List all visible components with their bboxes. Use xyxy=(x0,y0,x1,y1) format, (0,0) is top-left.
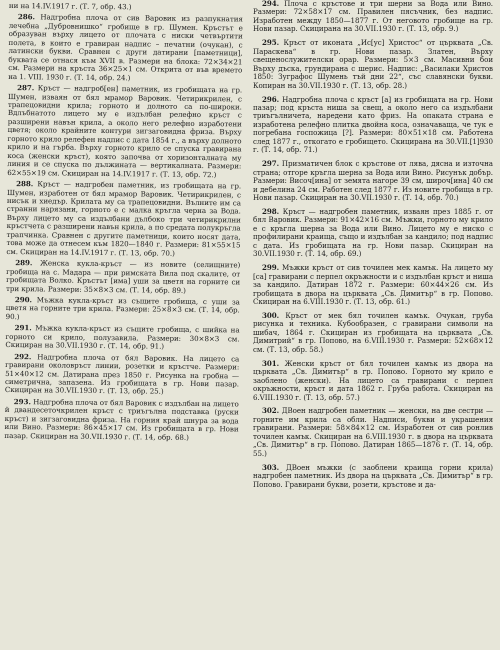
entry-text: Кръст — надгробен паметник, из гробищата на гр. Шумен, изработен от бял мрамор Варовик. Четирикрилен, с нисък и хиедър. Крилата му са трапецовидни. Вълните им са странни нарязани, горното е с малка кръгла черна за Вода. Върху лицето му са издълбани дълбоко три четирикрилни кръстчета с разширени навън крила, а по средата полукръгла трапчинка. Сравнен с другите паметници, които носят дата, това може да отнесем към 1820—1840 г. Размери: 81×55×15 см. Скициран на 14.IV.1917 г. (Т. 13, обр. 70.) xyxy=(6,179,242,258)
catalog-entry xyxy=(6,296,240,324)
entry-number: 292. xyxy=(14,351,32,361)
entry-text: Кръст от иконата „Ис[ус] Христос“ от църквата „Св. Параскева“ в гр. Нови пазар. Златен, Върху свещенослужителски орар. Размери: 5×3 см. Масивни бои Върху дъска, грундирана с шерис. Надпис: „Василаки Христов 1850: Зуграфос Шумень тъй дни 22“, със славянски букви. Копиран на 30.VII.1930 г. (Т. 13, обр. 28.) xyxy=(253,38,493,90)
catalog-entry xyxy=(9,2,243,13)
entry-number: 290. xyxy=(14,295,33,305)
catalog-entry xyxy=(253,208,493,259)
entry-text: Надгробна плоча от бял Варовик. На лицето са гравирани околовръст линии, розетки и кръстче. Размери: 51×40×12 см. Датирана през 1850 г. Рисунка на гробна — симетрична, запазена. Из гробищата в гр. Нови пазар. Скициран на 30.VII.1930 г. (Т. 13, обр. 25.) xyxy=(4,351,240,397)
entry-text: Женска кукла-кръст — из новите (селищните) гробища на с. Мадара — при римската Вила под скалите, от гробищата Волко. Кръстът [има] уши за цветя на горните си три крила. Размери: 35×8×3 см. (Т. 14, обр. 89.) xyxy=(5,258,241,295)
entry-text: ДВоен мъжки (с заоблени краища горни крила) надгробен паметник. Из двора на църквата „Св. Димитър“ в гр. Попово. Гравирани букви, розети, кръстове и да- xyxy=(253,462,493,489)
entry-number: 291. xyxy=(14,323,32,333)
entry-text: Женски кръст от бял точилен камък из двора на църквата „Св. Димитър“ в гр. Попово. Горното му крило е заоблено (женски). На лицето са гравирани с перпел окръжности, кръст и дата 1862 г. Груба работа. Скициран на 6.VIII.1930 г. (Т. 13, обр. 57.) xyxy=(253,358,493,402)
entry-number: 303. xyxy=(262,462,280,472)
entry-number: 295. xyxy=(262,38,280,48)
catalog-entry xyxy=(5,324,239,352)
entry-number: 288. xyxy=(16,179,34,189)
catalog-entry xyxy=(6,180,241,259)
entry-text: Кръст — надгроб[ен] паметник, из гробищата на гр. Шумен, изваян от бял мрамор Варовик. Четирикрилен, с трапецовидни крила; горното и долното са по-широки. Вдлъбнатото лицето му е издълбан релефно кръст с разширени навън крила, а около него релефно изработени цветя; около крайните контури зигзаговидна фриза. Върху горното крило релефен надпис с дата 1854 г., а върху долното крило и на гърба. Върху горното крило се спуска гравирана коса (женски кръст), която започва от хоризонталната му линия и се спуска по дължината — вертикалната. Размери: 62×55×19 см. Скициран на 14.IV.1917 г. (Т. 13, обр. 72.) xyxy=(7,83,243,179)
entry-text: Мъжки кръст от сив точилен мек камък. На лицето му [са] гравирани с перпел окръжности и с издълбан кръст и ниша за кандило. Датиран 1872 г. Размери: 60×44×26 см. Из гробищата в двора на църквата „Св. Димитър“ в гр. Попово. Скициран на 6.VIII.1930 г. (Т. 13, обр. 61.) xyxy=(253,263,493,306)
right-column xyxy=(253,0,493,495)
catalog-entry xyxy=(253,96,493,155)
entry-number: 289. xyxy=(15,258,33,268)
entry-number: 298. xyxy=(262,206,280,216)
entry-number: 300. xyxy=(262,310,280,320)
catalog-entry xyxy=(8,13,243,83)
entry-number: 294. xyxy=(262,0,280,8)
entry-text: ДВоен надгробен паметник — женски, на две сестри — горните им крила са обли. Надписи, букви и украшения гравирани. Размери: 58×84×12 см. Изработен от сив ронлив точилен камък. Скициран на 6.VIII.1930 г. в двора на църквата „Св. Димитър“ в гр. Попово. Датиран 1865—1876 г. (Т. 14, обр. 55.) xyxy=(253,406,493,458)
entry-text: Надгробна плоча с кръст [а] из гробищата на гр. Нови пазар; под кръста ниша за свещ, а около него са издълбани триъгълничета, наредени като фриз. На опаката страна е изработена релефно плитка двойна коса, означаваща, че тук е погребана госпожица [?]. Размери: 80×51×18 см. Работена след 1877 г., откогато е гробището. Скицирана на 30.VII.[1]930 г. (Т. 14, обр. 71.) xyxy=(253,94,493,155)
entry-text: Кръст от мек бял точилен камък. Очукан, груба рисунка и техника. Кубообразен, с гравирани символи на шибач, 1864 г. Скициран из гробищата на църквата „Св. Димитрий“ в гр. Попово, на 6.VIII.1930 г. Размери: 52×68×12 см. (Т. 13, обр. 58.) xyxy=(253,310,493,354)
entry-text: ни на 14.IV.1917 г. (Т. 7, обр. 43.) xyxy=(8,1,132,12)
entry-number: 286. xyxy=(17,12,35,22)
catalog-entry xyxy=(5,353,239,398)
entry-text: Надгробна плоча от бял Варовик с издълбан на лицето й двандесеточкрилен кръст с триъгълна подставка (руски кръст) и зигзаговидна фриза. На горния край шнура за вода или Вино. Размери: 86×45×17 см. Из гробищата в гр. Нови пазар. Скициран на 30.VII.1930 г. (Т. 14, обр. 68.) xyxy=(4,397,239,442)
entry-number: 287. xyxy=(17,83,35,93)
catalog-entry xyxy=(253,160,493,202)
left-column xyxy=(4,2,243,446)
entry-text: Мъжка кукла-кръст из същите гробища, с уши за цветя на горните три крила. Размери: 25×8×3 см. (Т. 14, обр. 90.) xyxy=(5,295,240,321)
entry-number: 296. xyxy=(262,94,280,104)
catalog-entry xyxy=(253,0,493,34)
catalog-entry xyxy=(4,398,238,443)
entry-text: Мъжка кукла-кръст из същите гробища, с шийка на горното си крило, полузавила. Размери: 30×8×3 см. Скициран на 30.VII.1930 г. (Т. 14, обр. 91.) xyxy=(5,323,240,351)
entry-number: 293. xyxy=(13,397,31,407)
entry-text: Кръст — надгробен паметник, изваян през 1885 г. от бял Варовик. Размери: 91×42×16 см. Мъжки, горното му крило е с кръгла шерна за Вода или Вино. Лицето му е ниско с профилирани краища, също и издълбан за кандило; под надпис с дата. Из гробищата на гр. Нови пазар. Скициран на 30.VII.1930 г. (Т. 14, обр. 69.) xyxy=(253,206,493,259)
catalog-entry xyxy=(253,407,493,458)
catalog-entry xyxy=(6,259,240,295)
catalog-entry xyxy=(253,464,493,489)
entry-text: Призматичен блок с кръстове от лява, дясна и източна страна; отгоре кръгла шерна за Вода или Вино. Рисунък добър. Размери: Височ[ина] от земята нагоре 39 см, широч[ина] 40 см и дебелина 24 см. Работен след 1877 г. Из новите гробища в гр. Нови пазар. Скициран на 30.VII.1930 г. (Т. 14, обр. 70.) xyxy=(253,159,493,203)
entry-number: 299. xyxy=(262,263,280,273)
entry-number: 301. xyxy=(262,358,280,368)
entry-number: 297. xyxy=(262,159,280,169)
catalog-entry xyxy=(7,84,242,179)
entry-text: Надгробна плоча от сив Варовик из разпукнатия лечебна „Дубровнишко“ гробище в гр. Шумен. Кръстът е образуван върху лицето от плочата с ниски четвъртити полета, в които е гравиран надпис – печатни (очукан), с латински букви. Сравнен с други датирани [паметници], буквата се отнася към XVII в. Размери на блока: 72×34×21 см. Размери на кръста 36×25×1 см. Открита от във времето на 1. VIII. 1930 г. (Т. 14, обр. 24.) xyxy=(8,12,243,82)
catalog-entry xyxy=(253,39,493,90)
entry-number: 302. xyxy=(262,406,280,416)
catalog-entry xyxy=(253,360,493,402)
entry-text: Плоча с кръстове и три шерни за Вода или Вино. Размери: 72×58×17 см. Правилен пясъчник, без надпис. Изработен между 1850—1877 г. От неговото гробище на гр. Нови пазар. Скицирана на 30.VII.1930 г. (Т. 13, обр. 9.) xyxy=(253,0,493,34)
catalog-entry xyxy=(253,312,493,354)
catalog-entry xyxy=(253,264,493,306)
